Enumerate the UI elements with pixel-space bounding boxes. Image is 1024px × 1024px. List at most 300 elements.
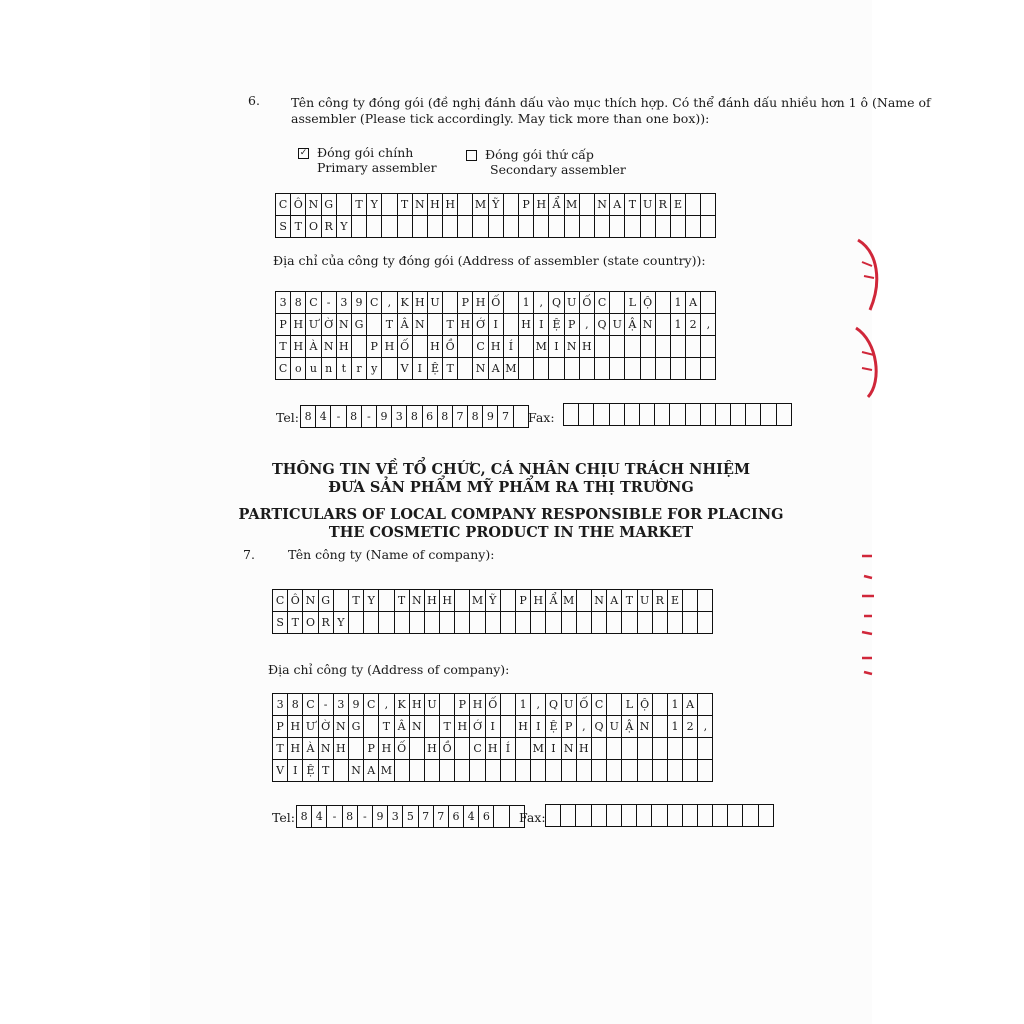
character-box[interactable]: 9 — [373, 806, 388, 828]
character-box[interactable] — [410, 612, 425, 634]
character-box[interactable]: I — [413, 358, 428, 380]
character-box[interactable]: N — [410, 590, 425, 612]
character-box[interactable]: P — [565, 314, 580, 336]
character-box[interactable]: M — [562, 590, 577, 612]
character-box[interactable] — [334, 590, 349, 612]
character-box[interactable]: n — [322, 358, 337, 380]
character-box[interactable]: P — [516, 590, 531, 612]
character-box[interactable]: Ệ — [303, 760, 318, 782]
character-box[interactable] — [698, 760, 713, 782]
character-box[interactable]: N — [592, 590, 607, 612]
character-box[interactable]: 4 — [312, 806, 327, 828]
character-box[interactable]: H — [580, 336, 595, 358]
character-box[interactable]: Ệ — [549, 314, 564, 336]
character-box[interactable]: Ớ — [473, 314, 488, 336]
character-box[interactable]: Y — [334, 612, 349, 634]
character-box[interactable] — [683, 738, 698, 760]
character-box[interactable]: I — [534, 314, 549, 336]
character-box[interactable]: U — [428, 292, 443, 314]
character-box[interactable]: 2 — [686, 314, 701, 336]
character-box[interactable]: T — [288, 612, 303, 634]
character-box[interactable]: - — [327, 806, 342, 828]
character-box[interactable]: 3 — [392, 406, 407, 428]
character-box[interactable] — [653, 716, 668, 738]
character-box[interactable] — [561, 805, 576, 827]
character-box[interactable]: Ỹ — [486, 590, 501, 612]
character-box[interactable] — [653, 612, 668, 634]
character-box[interactable] — [516, 738, 531, 760]
character-box[interactable]: , — [698, 716, 713, 738]
character-box[interactable] — [504, 292, 519, 314]
character-box[interactable] — [641, 336, 656, 358]
character-box[interactable]: 8 — [301, 406, 316, 428]
character-box[interactable]: Ờ — [319, 716, 334, 738]
character-box[interactable] — [759, 805, 774, 827]
character-box[interactable] — [546, 612, 561, 634]
character-box[interactable] — [607, 612, 622, 634]
character-box[interactable] — [425, 760, 440, 782]
character-box[interactable] — [577, 760, 592, 782]
character-box[interactable]: T — [273, 738, 288, 760]
character-box[interactable] — [546, 805, 561, 827]
character-box[interactable]: T — [443, 358, 458, 380]
character-box[interactable] — [440, 612, 455, 634]
character-box[interactable] — [607, 694, 622, 716]
character-box[interactable]: O — [306, 216, 321, 238]
character-box[interactable]: 7 — [498, 406, 513, 428]
character-box[interactable] — [579, 404, 594, 426]
character-box[interactable]: P — [276, 314, 291, 336]
character-box[interactable]: 1 — [519, 292, 534, 314]
character-box[interactable] — [334, 760, 349, 782]
character-box[interactable]: I — [531, 716, 546, 738]
company-name-grid[interactable] — [272, 589, 713, 634]
character-box[interactable]: M — [531, 738, 546, 760]
character-box[interactable] — [698, 590, 713, 612]
character-box[interactable]: À — [303, 738, 318, 760]
character-box[interactable]: N — [565, 336, 580, 358]
character-box[interactable] — [562, 612, 577, 634]
character-box[interactable]: Ố — [486, 694, 501, 716]
character-box[interactable] — [640, 404, 655, 426]
character-box[interactable] — [698, 612, 713, 634]
character-box[interactable]: H — [458, 314, 473, 336]
character-box[interactable] — [410, 738, 425, 760]
character-box[interactable]: N — [641, 314, 656, 336]
company-tel-grid[interactable] — [296, 805, 525, 828]
character-box[interactable] — [625, 336, 640, 358]
character-box[interactable]: Ồ — [443, 336, 458, 358]
character-box[interactable] — [519, 336, 534, 358]
character-box[interactable] — [501, 716, 516, 738]
character-box[interactable]: Ồ — [440, 738, 455, 760]
character-box[interactable]: N — [413, 194, 428, 216]
character-box[interactable] — [565, 358, 580, 380]
character-box[interactable]: R — [322, 216, 337, 238]
character-box[interactable] — [501, 694, 516, 716]
character-box[interactable] — [413, 336, 428, 358]
character-box[interactable]: G — [322, 194, 337, 216]
assembler-address-grid[interactable] — [275, 291, 716, 380]
character-box[interactable] — [668, 805, 683, 827]
character-box[interactable]: A — [364, 760, 379, 782]
character-box[interactable]: Q — [546, 694, 561, 716]
character-box[interactable]: T — [379, 716, 394, 738]
character-box[interactable]: Q — [592, 716, 607, 738]
character-box[interactable]: - — [362, 406, 377, 428]
character-box[interactable]: Ô — [291, 194, 306, 216]
character-box[interactable]: 8 — [343, 806, 358, 828]
character-box[interactable]: H — [428, 336, 443, 358]
character-box[interactable] — [653, 738, 668, 760]
character-box[interactable]: E — [668, 590, 683, 612]
character-box[interactable]: N — [410, 716, 425, 738]
character-box[interactable]: 6 — [449, 806, 464, 828]
character-box[interactable] — [607, 805, 622, 827]
character-box[interactable]: H — [470, 694, 485, 716]
character-box[interactable]: À — [306, 336, 321, 358]
character-box[interactable]: M — [379, 760, 394, 782]
character-box[interactable]: U — [425, 694, 440, 716]
character-box[interactable] — [625, 404, 640, 426]
character-box[interactable] — [698, 694, 713, 716]
character-box[interactable]: C — [473, 336, 488, 358]
character-box[interactable]: H — [425, 590, 440, 612]
character-box[interactable] — [382, 194, 397, 216]
character-box[interactable] — [379, 612, 394, 634]
character-box[interactable]: Q — [595, 314, 610, 336]
character-box[interactable]: N — [322, 336, 337, 358]
character-box[interactable] — [425, 716, 440, 738]
character-box[interactable] — [701, 216, 716, 238]
character-box[interactable]: U — [565, 292, 580, 314]
character-box[interactable] — [580, 194, 595, 216]
character-box[interactable]: P — [364, 738, 379, 760]
character-box[interactable] — [686, 404, 701, 426]
character-box[interactable]: H — [440, 590, 455, 612]
character-box[interactable]: U — [607, 716, 622, 738]
character-box[interactable] — [443, 216, 458, 238]
character-box[interactable] — [622, 738, 637, 760]
character-box[interactable]: o — [291, 358, 306, 380]
character-box[interactable] — [577, 612, 592, 634]
character-box[interactable]: , — [577, 716, 592, 738]
character-box[interactable]: C — [276, 194, 291, 216]
character-box[interactable] — [638, 738, 653, 760]
character-box[interactable] — [610, 404, 625, 426]
character-box[interactable] — [670, 404, 685, 426]
character-box[interactable]: V — [273, 760, 288, 782]
character-box[interactable] — [607, 760, 622, 782]
character-box[interactable]: Ậ — [622, 716, 637, 738]
character-box[interactable] — [686, 194, 701, 216]
character-box[interactable]: T — [443, 314, 458, 336]
character-box[interactable]: K — [398, 292, 413, 314]
character-box[interactable]: , — [531, 694, 546, 716]
character-box[interactable] — [622, 805, 637, 827]
character-box[interactable]: 9 — [483, 406, 498, 428]
character-box[interactable] — [656, 314, 671, 336]
character-box[interactable]: Ố — [489, 292, 504, 314]
character-box[interactable]: 1 — [671, 292, 686, 314]
assembler-fax-grid[interactable] — [563, 403, 792, 426]
character-box[interactable]: L — [625, 292, 640, 314]
character-box[interactable]: I — [489, 314, 504, 336]
character-box[interactable]: Ố — [398, 336, 413, 358]
character-box[interactable] — [549, 358, 564, 380]
character-box[interactable] — [686, 358, 701, 380]
character-box[interactable]: Ờ — [322, 314, 337, 336]
character-box[interactable]: C — [364, 694, 379, 716]
character-box[interactable] — [671, 358, 686, 380]
character-box[interactable] — [455, 590, 470, 612]
character-box[interactable]: H — [428, 194, 443, 216]
character-box[interactable] — [686, 216, 701, 238]
character-box[interactable]: 7 — [453, 406, 468, 428]
company-address-grid[interactable] — [272, 693, 713, 782]
character-box[interactable]: H — [519, 314, 534, 336]
character-box[interactable] — [580, 358, 595, 380]
character-box[interactable] — [395, 612, 410, 634]
character-box[interactable] — [458, 358, 473, 380]
character-box[interactable] — [731, 404, 746, 426]
character-box[interactable] — [683, 590, 698, 612]
primary-assembler-option[interactable] — [298, 145, 413, 161]
character-box[interactable]: 7 — [419, 806, 434, 828]
character-box[interactable] — [455, 760, 470, 782]
character-box[interactable] — [641, 216, 656, 238]
character-box[interactable]: Ớ — [470, 716, 485, 738]
character-box[interactable]: 3 — [334, 694, 349, 716]
character-box[interactable]: 3 — [276, 292, 291, 314]
character-box[interactable] — [455, 612, 470, 634]
character-box[interactable]: T — [291, 216, 306, 238]
character-box[interactable]: I — [486, 716, 501, 738]
character-box[interactable] — [428, 216, 443, 238]
character-box[interactable]: H — [413, 292, 428, 314]
character-box[interactable]: Q — [549, 292, 564, 314]
character-box[interactable]: R — [653, 590, 668, 612]
character-box[interactable] — [382, 358, 397, 380]
character-box[interactable]: A — [683, 694, 698, 716]
character-box[interactable]: Ư — [303, 716, 318, 738]
character-box[interactable] — [486, 612, 501, 634]
character-box[interactable]: H — [531, 590, 546, 612]
character-box[interactable] — [413, 216, 428, 238]
character-box[interactable]: P — [562, 716, 577, 738]
character-box[interactable] — [668, 612, 683, 634]
character-box[interactable] — [701, 194, 716, 216]
character-box[interactable]: T — [440, 716, 455, 738]
assembler-tel-grid[interactable] — [300, 405, 529, 428]
character-box[interactable]: H — [410, 694, 425, 716]
character-box[interactable]: 8 — [407, 406, 422, 428]
character-box[interactable]: I — [549, 336, 564, 358]
character-box[interactable] — [382, 216, 397, 238]
character-box[interactable]: L — [622, 694, 637, 716]
character-box[interactable] — [501, 760, 516, 782]
character-box[interactable]: 9 — [377, 406, 392, 428]
character-box[interactable] — [531, 612, 546, 634]
character-box[interactable] — [625, 358, 640, 380]
character-box[interactable] — [458, 216, 473, 238]
character-box[interactable] — [622, 612, 637, 634]
character-box[interactable] — [683, 760, 698, 782]
character-box[interactable]: A — [489, 358, 504, 380]
character-box[interactable] — [489, 216, 504, 238]
character-box[interactable]: Ư — [306, 314, 321, 336]
character-box[interactable]: , — [382, 292, 397, 314]
character-box[interactable]: S — [273, 612, 288, 634]
character-box[interactable]: t — [337, 358, 352, 380]
character-box[interactable]: 3 — [337, 292, 352, 314]
character-box[interactable] — [395, 760, 410, 782]
character-box[interactable] — [698, 805, 713, 827]
character-box[interactable] — [455, 738, 470, 760]
character-box[interactable] — [494, 806, 509, 828]
character-box[interactable] — [686, 336, 701, 358]
character-box[interactable]: 4 — [464, 806, 479, 828]
character-box[interactable]: T — [349, 590, 364, 612]
character-box[interactable]: 9 — [349, 694, 364, 716]
character-box[interactable] — [458, 336, 473, 358]
character-box[interactable]: r — [352, 358, 367, 380]
character-box[interactable]: T — [622, 590, 637, 612]
character-box[interactable]: N — [303, 590, 318, 612]
character-box[interactable]: Y — [364, 590, 379, 612]
character-box[interactable]: C — [592, 694, 607, 716]
character-box[interactable]: T — [625, 194, 640, 216]
character-box[interactable] — [656, 336, 671, 358]
character-box[interactable]: N — [413, 314, 428, 336]
character-box[interactable] — [668, 760, 683, 782]
character-box[interactable]: A — [610, 194, 625, 216]
character-box[interactable]: Ô — [288, 590, 303, 612]
character-box[interactable] — [607, 738, 622, 760]
character-box[interactable] — [516, 760, 531, 782]
character-box[interactable]: P — [367, 336, 382, 358]
character-box[interactable] — [592, 760, 607, 782]
character-box[interactable] — [364, 612, 379, 634]
character-box[interactable] — [534, 358, 549, 380]
checkbox-primary-assembler[interactable]: ✓ — [299, 148, 308, 158]
character-box[interactable] — [562, 760, 577, 782]
character-box[interactable] — [652, 805, 667, 827]
character-box[interactable] — [519, 358, 534, 380]
character-box[interactable]: N — [562, 738, 577, 760]
character-box[interactable]: N — [595, 194, 610, 216]
character-box[interactable] — [564, 404, 579, 426]
character-box[interactable]: M — [565, 194, 580, 216]
character-box[interactable] — [701, 336, 716, 358]
character-box[interactable]: 1 — [516, 694, 531, 716]
character-box[interactable] — [610, 336, 625, 358]
character-box[interactable]: Ỹ — [489, 194, 504, 216]
character-box[interactable]: 1 — [668, 694, 683, 716]
character-box[interactable]: K — [395, 694, 410, 716]
character-box[interactable] — [595, 216, 610, 238]
character-box[interactable] — [352, 216, 367, 238]
character-box[interactable]: H — [288, 738, 303, 760]
character-box[interactable]: P — [273, 716, 288, 738]
character-box[interactable]: Ệ — [428, 358, 443, 380]
character-box[interactable] — [504, 314, 519, 336]
character-box[interactable]: , — [701, 314, 716, 336]
character-box[interactable]: U — [610, 314, 625, 336]
character-box[interactable]: N — [473, 358, 488, 380]
character-box[interactable] — [486, 760, 501, 782]
character-box[interactable] — [743, 805, 758, 827]
character-box[interactable]: P — [519, 194, 534, 216]
character-box[interactable] — [671, 216, 686, 238]
character-box[interactable]: H — [291, 314, 306, 336]
character-box[interactable]: Í — [504, 336, 519, 358]
character-box[interactable]: Â — [398, 314, 413, 336]
character-box[interactable]: 6 — [479, 806, 494, 828]
character-box[interactable] — [565, 216, 580, 238]
character-box[interactable]: H — [534, 194, 549, 216]
character-box[interactable] — [655, 404, 670, 426]
character-box[interactable]: 5 — [403, 806, 418, 828]
character-box[interactable] — [580, 216, 595, 238]
character-box[interactable]: M — [473, 194, 488, 216]
character-box[interactable] — [656, 292, 671, 314]
character-box[interactable]: T — [398, 194, 413, 216]
character-box[interactable]: 2 — [683, 716, 698, 738]
character-box[interactable]: T — [382, 314, 397, 336]
company-fax-grid[interactable] — [545, 804, 774, 827]
character-box[interactable]: 6 — [423, 406, 438, 428]
character-box[interactable]: N — [349, 760, 364, 782]
character-box[interactable]: Â — [395, 716, 410, 738]
character-box[interactable] — [701, 358, 716, 380]
character-box[interactable] — [668, 738, 683, 760]
character-box[interactable] — [443, 292, 458, 314]
character-box[interactable]: Ộ — [641, 292, 656, 314]
character-box[interactable]: H — [473, 292, 488, 314]
checkbox-secondary-assembler[interactable] — [466, 150, 477, 161]
character-box[interactable] — [410, 760, 425, 782]
character-box[interactable]: 1 — [668, 716, 683, 738]
character-box[interactable]: U — [641, 194, 656, 216]
character-box[interactable] — [514, 406, 529, 428]
character-box[interactable]: 3 — [388, 806, 403, 828]
character-box[interactable] — [701, 404, 716, 426]
character-box[interactable] — [458, 194, 473, 216]
character-box[interactable]: M — [504, 358, 519, 380]
character-box[interactable] — [638, 612, 653, 634]
character-box[interactable]: Ẩ — [549, 194, 564, 216]
character-box[interactable] — [701, 292, 716, 314]
character-box[interactable]: U — [638, 590, 653, 612]
character-box[interactable] — [428, 314, 443, 336]
character-box[interactable]: Y — [367, 194, 382, 216]
character-box[interactable] — [683, 805, 698, 827]
character-box[interactable]: T — [352, 194, 367, 216]
character-box[interactable]: 8 — [297, 806, 312, 828]
character-box[interactable] — [594, 404, 609, 426]
character-box[interactable]: Í — [501, 738, 516, 760]
character-box[interactable]: , — [534, 292, 549, 314]
character-box[interactable] — [501, 612, 516, 634]
character-box[interactable]: P — [458, 292, 473, 314]
character-box[interactable] — [398, 216, 413, 238]
character-box[interactable] — [531, 760, 546, 782]
character-box[interactable]: , — [580, 314, 595, 336]
character-box[interactable]: G — [349, 716, 364, 738]
character-box[interactable] — [501, 590, 516, 612]
character-box[interactable]: H — [379, 738, 394, 760]
